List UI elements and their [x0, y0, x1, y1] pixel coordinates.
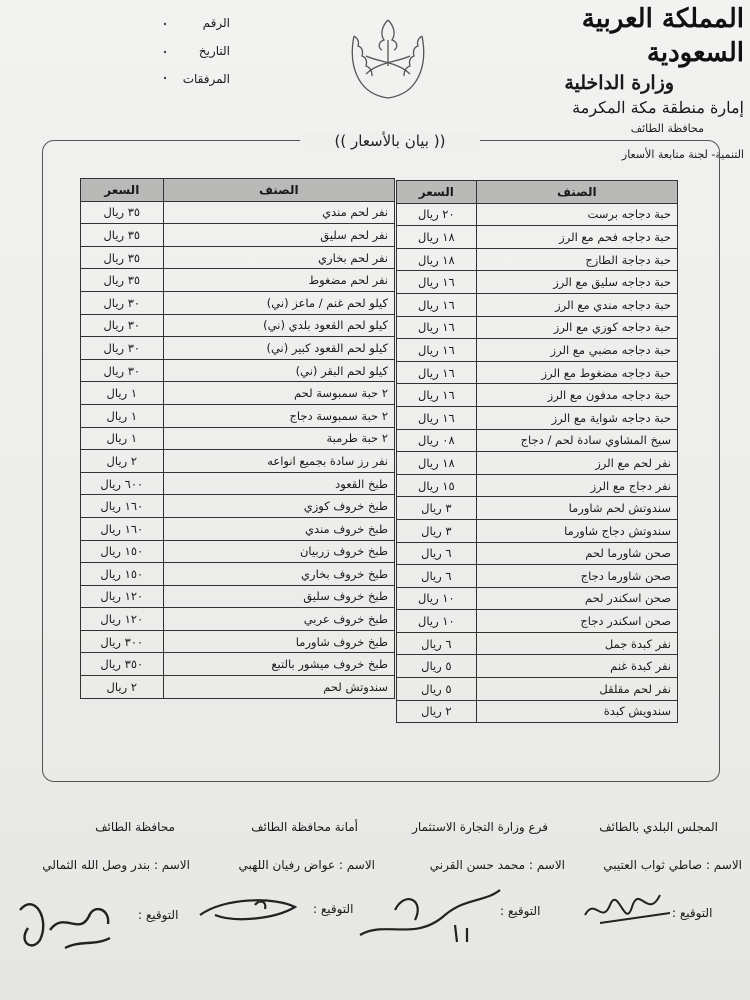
item-cell: طبخ خروف عربي — [163, 608, 394, 631]
item-cell: نفر رز سادة بجميع انواعه — [163, 450, 394, 473]
item-cell: نفر كبدة غنم — [476, 655, 677, 678]
item-cell: ٢ حبة سمبوسة لحم — [163, 382, 394, 405]
entity-governorate: محافظة الطائف — [95, 820, 175, 834]
price-cell: ٢٠ ريال — [397, 203, 477, 226]
price-table-right — [396, 180, 678, 723]
table-row — [397, 678, 678, 701]
price-cell: ٣٠ ريال — [81, 337, 164, 360]
header-item: الصنف — [476, 181, 677, 204]
item-cell: حبة دجاجه كوزي مع الرز — [476, 316, 677, 339]
table-row — [81, 608, 395, 631]
table-row — [397, 565, 678, 588]
table-row — [81, 382, 395, 405]
table-header-row — [81, 179, 395, 202]
table-row — [397, 248, 678, 271]
table-row — [397, 293, 678, 316]
table-row — [397, 632, 678, 655]
price-cell: ١٦٠ ريال — [81, 517, 164, 540]
item-cell: حبة دجاجه مدفون مع الرز — [476, 384, 677, 407]
price-cell: ٢ ريال — [81, 676, 164, 699]
price-cell: ٣٥ ريال — [81, 201, 164, 224]
price-cell: ١٨ ريال — [397, 248, 477, 271]
item-cell: حبة دجاجة الطازج — [476, 248, 677, 271]
signature-commerce-icon — [355, 880, 505, 950]
table-row — [81, 291, 395, 314]
item-cell: نفر لحم بخاري — [163, 246, 394, 269]
table-row — [397, 610, 678, 633]
table-row — [81, 585, 395, 608]
price-cell: ١٦ ريال — [397, 384, 477, 407]
table-row — [81, 653, 395, 676]
price-cell: ٦ ريال — [397, 542, 477, 565]
item-cell: صحن اسكندر دجاج — [476, 610, 677, 633]
entity-amanah: أمانة محافظة الطائف — [251, 820, 358, 834]
item-cell: طبخ خروف شاورما — [163, 630, 394, 653]
price-cell: ٥ ريال — [397, 655, 477, 678]
table-row — [81, 224, 395, 247]
price-cell: ٠٨ ريال — [397, 429, 477, 452]
price-cell: ٥ ريال — [397, 678, 477, 701]
price-cell: ١٦ ريال — [397, 271, 477, 294]
document-title: (( بيان بالأسعار )) — [300, 132, 480, 150]
table-row — [81, 201, 395, 224]
sign-label-governorate: التوقيع : — [138, 908, 179, 922]
table-row — [397, 497, 678, 520]
meta-dots-icon — [160, 20, 170, 90]
price-cell: ١٦٠ ريال — [81, 495, 164, 518]
price-cell: ٣٥ ريال — [81, 246, 164, 269]
price-cell: ٣٠ ريال — [81, 359, 164, 382]
table-row — [81, 337, 395, 360]
item-cell: حبة دجاجه مضغوط مع الرز — [476, 361, 677, 384]
kingdom-name: المملكة العربية السعودية — [581, 4, 744, 68]
item-cell: كيلو لحم غنم / ماعز (ني) — [163, 291, 394, 314]
item-cell: سندوتش دجاج شاورما — [476, 519, 677, 542]
region-name: إمارة منطقة مكة المكرمة — [572, 98, 744, 117]
table-row — [81, 359, 395, 382]
table-row — [397, 271, 678, 294]
table-row — [397, 429, 678, 452]
price-cell: ١٨ ريال — [397, 452, 477, 475]
price-cell: ١٢٠ ريال — [81, 585, 164, 608]
item-cell: طبخ خروف مندي — [163, 517, 394, 540]
price-cell: ١٠ ريال — [397, 610, 477, 633]
item-cell: صحن شاورما دجاج — [476, 565, 677, 588]
price-cell: ١٢٠ ريال — [81, 608, 164, 631]
name-municipal: الاسم : صاطي ثواب العتيبي — [603, 858, 742, 872]
table-row — [81, 676, 395, 699]
item-cell: حبة دجاجه سليق مع الرز — [476, 271, 677, 294]
table-row — [81, 563, 395, 586]
header-item: الصنف — [163, 179, 394, 202]
price-cell: ٣٠ ريال — [81, 291, 164, 314]
sign-label-municipal: التوقيع : — [672, 906, 713, 920]
item-cell: نفر لحم مندي — [163, 201, 394, 224]
price-cell: ١ ريال — [81, 427, 164, 450]
price-cell: ٢ ريال — [81, 450, 164, 473]
price-cell: ٣٥ ريال — [81, 269, 164, 292]
date-label: التاريخ — [198, 44, 230, 58]
table-row — [81, 246, 395, 269]
signature-governorate-icon — [10, 890, 120, 960]
table-row — [397, 452, 678, 475]
item-cell: حبة دجاجه برست — [476, 203, 677, 226]
price-cell: ١٨ ريال — [397, 226, 477, 249]
price-cell: ١٦ ريال — [397, 293, 477, 316]
price-cell: ٦٠٠ ريال — [81, 472, 164, 495]
item-cell: نفر لحم سليق — [163, 224, 394, 247]
item-cell: سيخ المشاوي سادة لحم / دجاج — [476, 429, 677, 452]
price-cell: ١٦ ريال — [397, 316, 477, 339]
item-cell: ٢ حبة طرمبة — [163, 427, 394, 450]
price-cell: ٣٠ ريال — [81, 314, 164, 337]
table-row — [81, 450, 395, 473]
signatory-names — [0, 858, 750, 882]
item-cell: كيلو لحم القعود بلدي (ني) — [163, 314, 394, 337]
committee-name: التنمية- لجنة متابعة الأسعار — [621, 148, 744, 161]
price-cell: ٦ ريال — [397, 632, 477, 655]
price-cell: ٣٥ ريال — [81, 224, 164, 247]
item-cell: سندويش كبدة — [476, 700, 677, 723]
table-row — [397, 339, 678, 362]
entity-municipal: المجلس البلدي بالطائف — [599, 820, 718, 834]
price-cell: ٣ ريال — [397, 519, 477, 542]
price-cell: ١ ريال — [81, 382, 164, 405]
table-row — [397, 587, 678, 610]
price-cell: ١٠ ريال — [397, 587, 477, 610]
item-cell: طبخ خروف بخاري — [163, 563, 394, 586]
ministry-name: وزارة الداخلية — [564, 72, 674, 94]
table-row — [81, 630, 395, 653]
price-table-left — [80, 178, 395, 699]
saudi-emblem-icon — [338, 6, 438, 106]
item-cell: سندوتش لحم — [163, 676, 394, 699]
governorate-name: محافظة الطائف — [630, 122, 704, 135]
item-cell: طبخ خروف زربيان — [163, 540, 394, 563]
item-cell: ٢ حبة سمبوسة دجاج — [163, 404, 394, 427]
name-amanah: الاسم : عواض رفيان اللهبي — [238, 858, 375, 872]
item-cell: نفر كبدة جمل — [476, 632, 677, 655]
item-cell: كيلو لحم البقر (ني) — [163, 359, 394, 382]
table-row — [397, 406, 678, 429]
item-cell: طبخ خروف سليق — [163, 585, 394, 608]
item-cell: حبة دجاجه مندي مع الرز — [476, 293, 677, 316]
table-row — [81, 495, 395, 518]
item-cell: نفر لحم مضغوط — [163, 269, 394, 292]
table-row — [81, 517, 395, 540]
price-cell: ١٦ ريال — [397, 339, 477, 362]
signature-municipal-icon — [580, 885, 680, 935]
table-row — [397, 384, 678, 407]
table-header-row — [397, 181, 678, 204]
item-cell: سندوتش لحم شاورما — [476, 497, 677, 520]
item-cell: طبخ خروف ميشور بالتبع — [163, 653, 394, 676]
item-cell: طبخ خروف كوزي — [163, 495, 394, 518]
table-row — [81, 314, 395, 337]
table-row — [81, 269, 395, 292]
item-cell: صحن اسكندر لحم — [476, 587, 677, 610]
item-cell: صحن شاورما لحم — [476, 542, 677, 565]
price-cell: ١ ريال — [81, 404, 164, 427]
price-cell: ٦ ريال — [397, 565, 477, 588]
table-row — [397, 361, 678, 384]
price-cell: ٢ ريال — [397, 700, 477, 723]
entity-commerce: فرع وزارة التجارة الاستثمار — [412, 820, 548, 834]
table-row — [397, 226, 678, 249]
table-row — [397, 474, 678, 497]
signatory-entities — [0, 820, 750, 850]
sign-label-commerce: التوقيع : — [500, 904, 541, 918]
table-row — [397, 700, 678, 723]
item-cell: نفر لحم مع الرز — [476, 452, 677, 475]
price-cell: ٣٥٠ ريال — [81, 653, 164, 676]
table-row — [397, 542, 678, 565]
table-row — [81, 427, 395, 450]
item-cell: حبة دجاجه مضبي مع الرز — [476, 339, 677, 362]
table-row — [81, 540, 395, 563]
price-cell: ١٥٠ ريال — [81, 563, 164, 586]
table-row — [81, 404, 395, 427]
item-cell: نفر لحم مقلقل — [476, 678, 677, 701]
price-cell: ٣٠٠ ريال — [81, 630, 164, 653]
signature-amanah-icon — [195, 893, 305, 929]
table-row — [397, 316, 678, 339]
name-governorate: الاسم : بندر وصل الله الثمالي — [42, 858, 190, 872]
table-row — [397, 203, 678, 226]
header-price: السعر — [81, 179, 164, 202]
attachments-label: المرفقات — [182, 72, 230, 86]
item-cell: طبخ القعود — [163, 472, 394, 495]
table-row — [397, 655, 678, 678]
header-price: السعر — [397, 181, 477, 204]
price-cell: ١٦ ريال — [397, 361, 477, 384]
price-cell: ١٥ ريال — [397, 474, 477, 497]
table-row — [81, 472, 395, 495]
item-cell: حبة دجاجه شواية مع الرز — [476, 406, 677, 429]
item-cell: حبة دجاجه فحم مع الرز — [476, 226, 677, 249]
table-row — [397, 519, 678, 542]
item-cell: كيلو لحم القعود كبير (ني) — [163, 337, 394, 360]
name-commerce: الاسم : محمد حسن القرني — [429, 858, 565, 872]
sign-label-amanah: التوقيع : — [313, 902, 354, 916]
number-label: الرقم — [202, 16, 230, 30]
item-cell: نفر دجاج مع الرز — [476, 474, 677, 497]
price-cell: ١٦ ريال — [397, 406, 477, 429]
price-cell: ١٥٠ ريال — [81, 540, 164, 563]
price-cell: ٣ ريال — [397, 497, 477, 520]
